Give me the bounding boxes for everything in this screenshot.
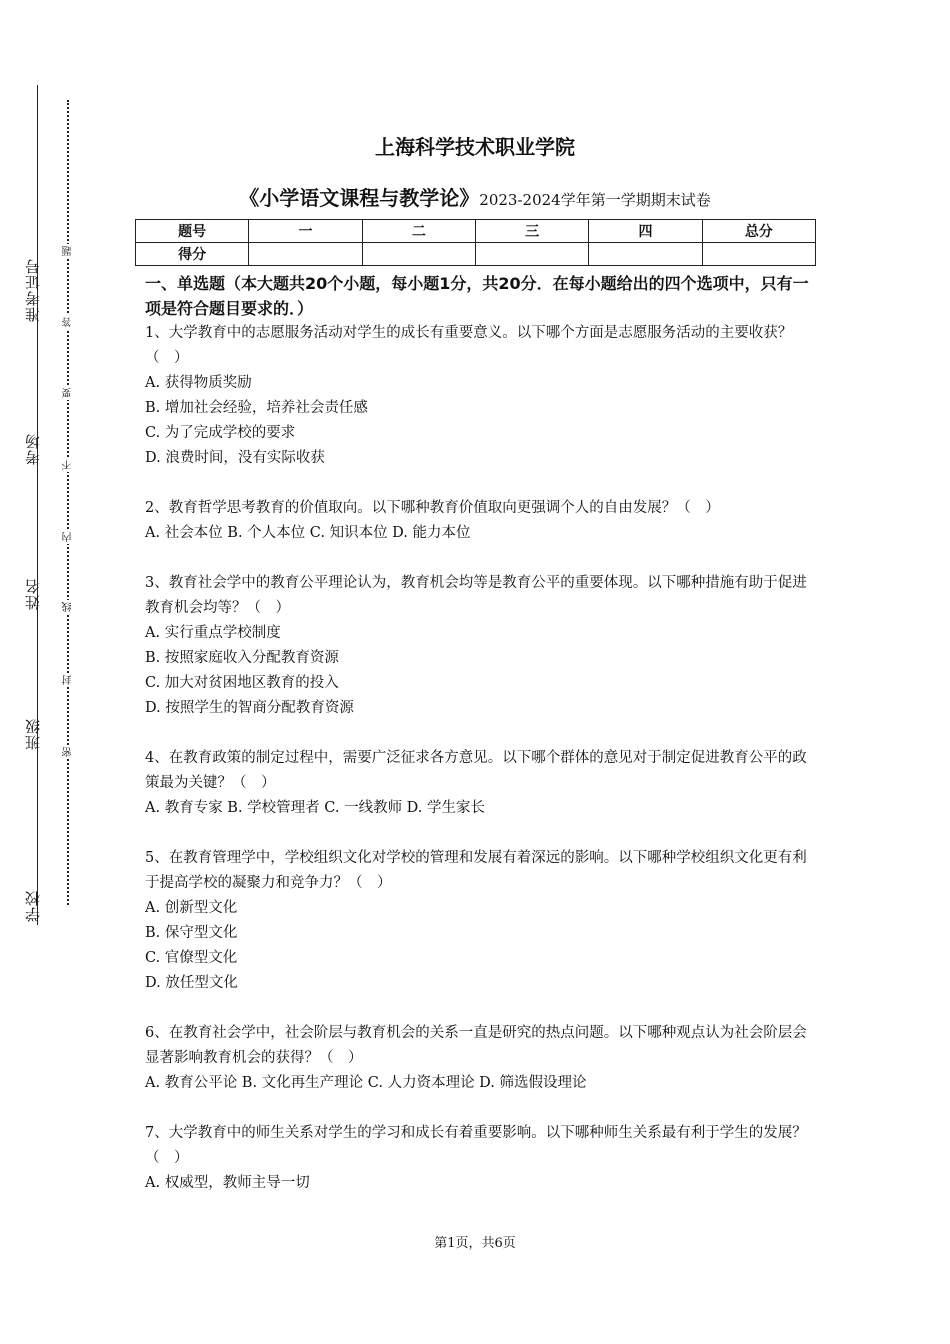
score-table-score-row (136, 243, 816, 266)
score-cell-blank (475, 243, 588, 266)
score-cell-blank (362, 243, 475, 266)
question-option: A. 权威型，教师主导一切 (145, 1175, 310, 1191)
score-cell-header: 四 (589, 220, 702, 243)
question (145, 496, 815, 546)
question (145, 1021, 815, 1096)
question-options-inline: A. 教育专家 B. 学校管理者 C. 一线教师 D. 学生家长 (145, 800, 486, 816)
question-stem: 4、在教育政策的制定过程中，需要广泛征求各方意见。以下哪个群体的意见对于制定促进教育公平的政策最为关键？（ ） (145, 750, 807, 791)
question-option: B. 保守型文化 (145, 925, 238, 941)
question-option: A. 创新型文化 (145, 900, 238, 916)
score-cell-header: 一 (249, 220, 362, 243)
score-cell-header: 总分 (702, 220, 815, 243)
seal-char: 要 (63, 388, 74, 398)
question-option: C. 加大对贫困地区教育的投入 (145, 675, 339, 691)
score-cell-blank (589, 243, 702, 266)
field-label-name: 姓名 (24, 578, 42, 610)
question (145, 321, 815, 471)
question-options-inline: A. 社会本位 B. 个人本位 C. 知识本位 D. 能力本位 (145, 525, 471, 541)
score-table-header-row (136, 220, 816, 243)
field-label-exam-room: 考场 (24, 433, 42, 465)
exam-term: 2023-2024学年第一学期期末试卷 (479, 191, 711, 209)
field-label-exam-number: 准考证号 (24, 258, 42, 322)
seal-char: 密 (63, 747, 74, 757)
score-table (135, 219, 816, 266)
question-option: D. 按照学生的智商分配教育资源 (145, 700, 354, 716)
question-option: D. 放任型文化 (145, 975, 238, 991)
seal-char: 线 (63, 602, 74, 612)
score-cell-header: 题号 (136, 220, 249, 243)
question-option: B. 按照家庭收入分配教育资源 (145, 650, 339, 666)
binding-line-solid (37, 85, 38, 925)
field-label-class: 班级 (24, 718, 42, 750)
question-option: C. 官僚型文化 (145, 950, 238, 966)
question-stem: 1、大学教育中的志愿服务活动对学生的成长有重要意义。以下哪个方面是志愿服务活动的主要收获？（ ） (145, 325, 793, 366)
seal-char: 封 (63, 675, 74, 685)
question (145, 571, 815, 721)
exam-title (0, 182, 950, 211)
score-cell-blank (702, 243, 815, 266)
question-stem: 7、大学教育中的师生关系对学生的学习和成长有着重要影响。以下哪种师生关系最有利于学生的发展？（ ） (145, 1125, 807, 1166)
school-name: 上海科学技术职业学院 (375, 135, 575, 159)
seal-char: 不 (63, 460, 74, 470)
field-label-school: 学校 (24, 890, 42, 922)
question-option: A. 获得物质奖励 (145, 375, 252, 391)
question (145, 1121, 815, 1196)
seal-line-dotted (67, 100, 69, 905)
course-title: 《小学语文课程与教学论》 (239, 186, 480, 210)
exam-content (145, 271, 815, 1196)
question-stem: 2、教育哲学思考教育的价值取向。以下哪种教育价值取向更强调个人的自由发展？（ ） (145, 500, 720, 516)
question-option: C. 为了完成学校的要求 (145, 425, 296, 441)
page-number: 第1页，共6页 (434, 1236, 516, 1251)
question-options-inline: A. 教育公平论 B. 文化再生产理论 C. 人力资本理论 D. 筛选假设理论 (145, 1075, 587, 1091)
question-option: B. 增加社会经验，培养社会责任感 (145, 400, 368, 416)
question (145, 746, 815, 821)
question (145, 846, 815, 996)
seal-char: 题 (63, 246, 74, 256)
score-cell-header: 三 (475, 220, 588, 243)
seal-char: 内 (63, 532, 74, 542)
section-heading: 一、单选题（本大题共20个小题，每小题1分，共20分．在每小题给出的四个选项中，只有一项是符合题目要求的．） (145, 274, 809, 318)
seal-char: 答 (63, 317, 74, 327)
question-stem: 6、在教育社会学中，社会阶层与教育机会的关系一直是研究的热点问题。以下哪种观点认为社会阶层会显著影响教育机会的获得？（ ） (145, 1025, 807, 1066)
score-cell-header: 二 (362, 220, 475, 243)
question-stem: 3、教育社会学中的教育公平理论认为，教育机会均等是教育公平的重要体现。以下哪种措施有助于促进教育机会均等？（ ） (145, 575, 807, 616)
question-option: A. 实行重点学校制度 (145, 625, 281, 641)
score-row-label: 得分 (136, 243, 249, 266)
score-cell-blank (249, 243, 362, 266)
question-option: D. 浪费时间，没有实际收获 (145, 450, 325, 466)
question-stem: 5、在教育管理学中，学校组织文化对学校的管理和发展有着深远的影响。以下哪种学校组织文化更有利于提高学校的凝聚力和竞争力？（ ） (145, 850, 807, 891)
